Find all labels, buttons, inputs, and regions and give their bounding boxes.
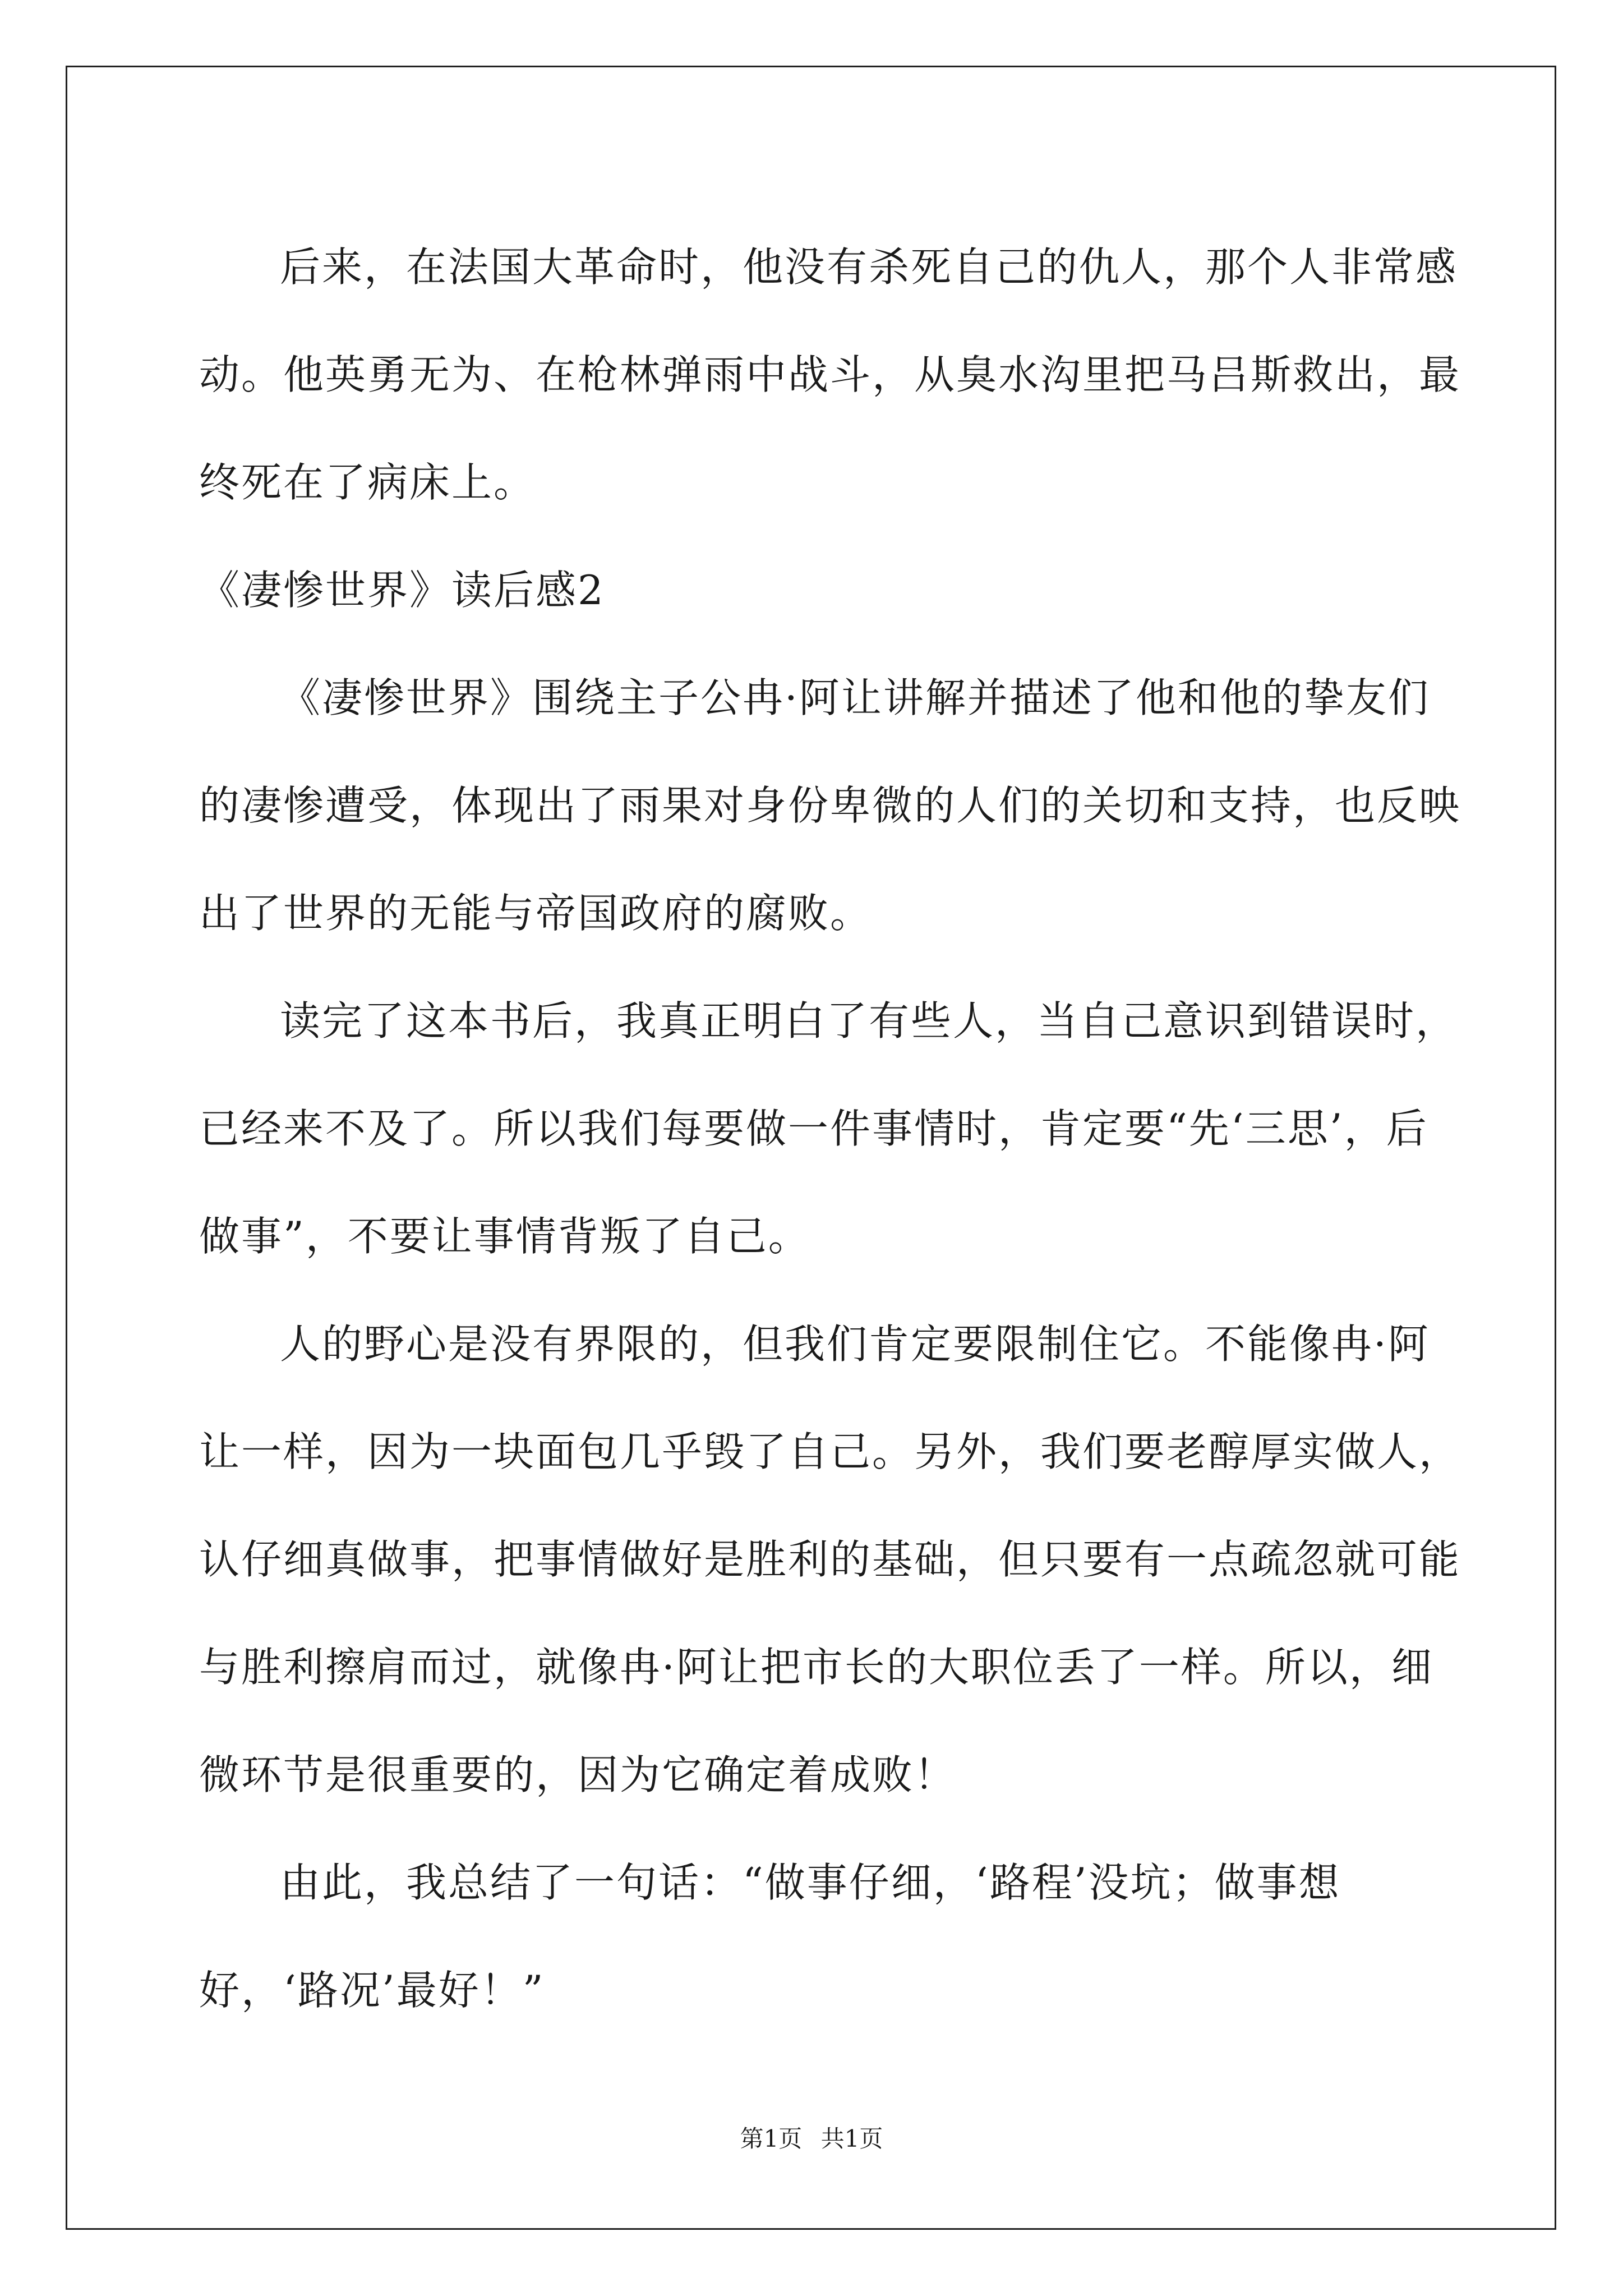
- section-title: 《凄惨世界》读后感2: [199, 567, 605, 614]
- paragraph-5: 由此，我总结了一句话：“做事仔细，‘路程’没坑；做事想好，‘路况’最好！”: [199, 1859, 1341, 2014]
- page-total: 共1页: [820, 2125, 883, 2152]
- paragraph-1: 后来，在法国大革命时，他没有杀死自己的仇人，那个人非常感动。他英勇无为、在枪林弹雨中战斗，从臭水沟里把马吕斯救出，最终死在了病床上。: [199, 243, 1461, 506]
- paragraph-2: 《凄惨世界》围绕主子公冉·阿让讲解并描述了他和他的挚友们的凄惨遭受，体现出了雨果对身份卑微的人们的关切和支持，也反映出了世界的无能与帝国政府的腐败。: [199, 674, 1461, 937]
- page-number: 第1页: [740, 2125, 803, 2152]
- document-body: [199, 213, 1467, 2044]
- paragraph-3: 读完了这本书后，我真正明白了有些人，当自己意识到错误时，已经来不及了。所以我们每要做一件事情时，肯定要“先‘三思’，后做事”，不要让事情背叛了自己。: [199, 997, 1458, 1260]
- paragraph-4: 人的野心是没有界限的，但我们肯定要限制住它。不能像冉·阿让一样，因为一块面包几乎毁了自己。另外，我们要老醇厚实做人，认仔细真做事，把事情做好是胜利的基础，但只要有一点疏忽就可能与胜利擦肩而过，就像冉·阿让把市长的大职位丢了一样。所以，细微环节是很重要的，因为它确定着成败！: [199, 1320, 1461, 1798]
- page-footer: [0, 2120, 1623, 2154]
